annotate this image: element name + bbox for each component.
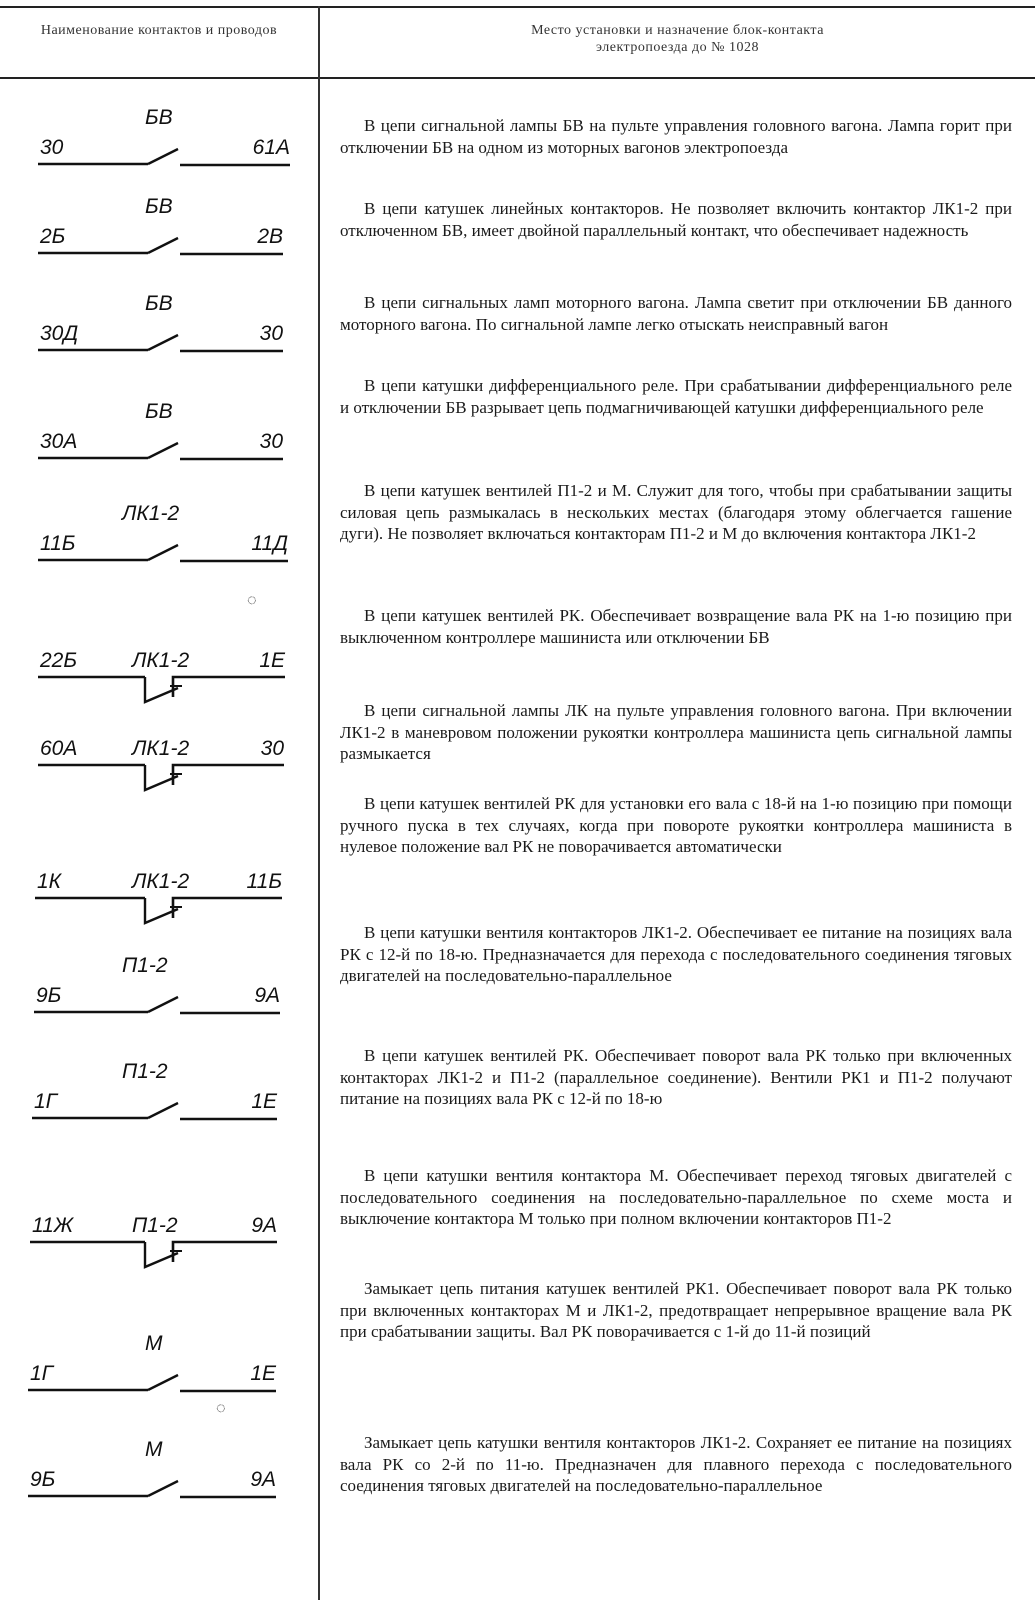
contact-description: Замыкает цепь питания катушек вентилей РК1. Обеспечивает поворот вала РК только при включенных контакторах М и ЛК1-2, предотвращает непрерывное вращение вала РК при срабатывании защиты. Вал РК поворачивается с 1-й до 11-й позиций <box>340 1279 1012 1341</box>
header-purpose-line1: Место установки и назначение блок-контакта <box>531 23 824 38</box>
wire-label-left: 30Д <box>40 322 79 345</box>
contact-blade <box>148 1481 178 1496</box>
contact-diagram <box>0 1182 318 1282</box>
contact-description: В цепи катушек вентилей РК. Обеспечивает возвращение вала РК на 1-ю позицию при выключенном контроллере машиниста или отключении БВ <box>340 606 1012 647</box>
wire-label-left: 1К <box>37 870 62 893</box>
wire-label-left: 1Г <box>34 1090 58 1113</box>
header-rule <box>0 77 1035 79</box>
wire-label-right: 1Е <box>259 649 285 672</box>
contact-description: В цепи сигнальных ламп моторного вагона. Лампа светит при отключении БВ данного моторного вагона. По сигнальной лампе легко отыскать неисправный вагон <box>340 293 1012 334</box>
contact-blade <box>148 1375 178 1390</box>
wire-label-left: 60А <box>40 737 78 760</box>
wire-right-line <box>173 765 284 785</box>
wire-label-left: 9Б <box>36 984 62 1007</box>
contact-diagram <box>0 705 318 805</box>
contact-label: ЛК1-2 <box>132 870 190 893</box>
contact-label: БВ <box>145 400 173 423</box>
contact-blade <box>148 997 178 1012</box>
wire-label-left: 11Б <box>40 532 76 555</box>
contact-diagram <box>0 104 318 204</box>
wire-label-right: 9А <box>250 1468 276 1491</box>
wire-label-right: 11Д <box>251 532 288 555</box>
contact-diagram <box>0 500 318 600</box>
contact-description: В цепи сигнальной лампы БВ на пульте управления головного вагона. Лампа горит при отключении БВ на одном из моторных вагонов электропоезда <box>340 116 1012 157</box>
contact-label: П1-2 <box>122 1060 168 1083</box>
wire-label-right: 1Е <box>250 1362 276 1385</box>
contact-label: П1-2 <box>122 954 168 977</box>
top-rule <box>0 6 1035 8</box>
wire-label-right: 1Е <box>251 1090 277 1113</box>
scan-artifact-mark: ◌ <box>247 592 257 609</box>
wire-label-left: 30 <box>40 136 64 159</box>
contact-diagram <box>0 838 318 938</box>
contact-description: Замыкает цепь катушки вентиля контакторов ЛК1-2. Сохраняет ее питание на позициях вала РК со 2-й по 11-ю. Предназначен для плавного перехода с последовательного соединения тяговых двигателей на последовательно-параллельное <box>340 1433 1012 1495</box>
contact-description: В цепи катушек вентилей РК. Обеспечивает поворот вала РК только при включенных контакторах ЛК1-2 и П1-2 (параллельное соединение). Вентили РК1 и П1-2 получают питание на позициях вала РК с 12-й по 18-ю <box>340 1046 1012 1108</box>
contact-diagram <box>0 1330 318 1430</box>
header-contacts-and-wires: Наименование контактов и проводов <box>40 23 278 38</box>
wire-label-right: 11Б <box>246 870 282 893</box>
contact-description: В цепи катушек вентилей П1-2 и М. Служит для того, чтобы при срабатывании защиты силовая цепь размыкалась в нескольких местах (благодаря этому облегчается гашение дуги). Не позволяет включаться контакторам П1-2 и М до включения контактора ЛК1-2 <box>340 481 1012 543</box>
contact-label: ЛК1-2 <box>132 737 190 760</box>
wire-label-left: 1Г <box>30 1362 54 1385</box>
contact-label: П1-2 <box>132 1214 178 1237</box>
contact-blade <box>148 443 178 458</box>
contact-blade <box>148 335 178 350</box>
wire-label-right: 61А <box>252 136 290 159</box>
contact-diagram <box>0 1436 318 1536</box>
contact-label: ЛК1-2 <box>132 649 190 672</box>
contact-description: В цепи катушки дифференциального реле. При срабатывании дифференциального реле и отключении БВ разрывает цепь подмагничивающей катушки дифференциального реле <box>340 376 1012 417</box>
wire-right-line <box>173 898 282 918</box>
wire-label-right: 30 <box>260 737 284 760</box>
contact-diagram <box>0 193 318 293</box>
wire-label-left: 2Б <box>40 225 66 248</box>
contact-blade <box>148 149 178 164</box>
scan-artifact-mark: ◌ <box>216 1400 226 1417</box>
contact-description: В цепи катушки вентиля контакторов ЛК1-2. Обеспечивает ее питание на позициях вала РК с 12-й по 18-ю. Предназначается для перехода с последовательного соединения тяговых двигателей на последовательно-параллельное <box>340 923 1012 985</box>
contact-diagram <box>0 398 318 498</box>
wire-label-right: 9А <box>254 984 280 1007</box>
contact-description: В цепи катушек линейных контакторов. Не позволяет включить контактор ЛК1-2 при отключенном БВ, имеет двойной параллельный контакт, что обеспечивает надежность <box>340 199 1012 240</box>
contact-blade <box>148 238 178 253</box>
wire-label-right: 30 <box>259 430 283 453</box>
contact-label: М <box>145 1332 163 1355</box>
wire-label-right: 2В <box>257 225 283 248</box>
contact-description: В цепи катушки вентиля контактора М. Обеспечивает переход тяговых двигателей с последовательного соединения на последовательно-параллельное по схеме моста и выключение контактора М только при полном включении контакторов П1-2 <box>340 1166 1012 1228</box>
contact-label: БВ <box>145 292 173 315</box>
wire-right-line <box>173 677 285 697</box>
contact-label: ЛК1-2 <box>122 502 180 525</box>
header-purpose <box>320 22 1035 56</box>
wire-label-left: 30А <box>40 430 78 453</box>
contact-label: БВ <box>145 106 173 129</box>
contact-diagram <box>0 952 318 1052</box>
contact-description: В цепи катушек вентилей РК для установки его вала с 18-й на 1-ю позицию при помощи ручного пуска в тех случаях, когда при повороте рукоятки контроллера машиниста в нулевое положение вал РК не поворачивается автоматически <box>340 794 1012 856</box>
wire-label-left: 11Ж <box>32 1214 74 1237</box>
contact-blade <box>148 545 178 560</box>
column-divider <box>318 6 320 1600</box>
contact-diagram <box>0 290 318 390</box>
contact-description: В цепи сигнальной лампы ЛК на пульте управления головного вагона. При включении ЛК1-2 в маневровом положении рукоятки контроллера машиниста цепь сигнальной лампы размыкается <box>340 701 1012 763</box>
wire-label-right: 9А <box>251 1214 277 1237</box>
wire-label-right: 30 <box>259 322 283 345</box>
wire-label-left: 9Б <box>30 1468 56 1491</box>
contact-label: БВ <box>145 195 173 218</box>
contact-diagram <box>0 617 318 717</box>
wire-right-line <box>173 1242 277 1262</box>
header-purpose-line2: электропоезда до № 1028 <box>595 40 759 55</box>
contact-blade <box>148 1103 178 1118</box>
wire-label-left: 22Б <box>40 649 78 672</box>
contact-label: М <box>145 1438 163 1461</box>
contact-diagram <box>0 1058 318 1158</box>
